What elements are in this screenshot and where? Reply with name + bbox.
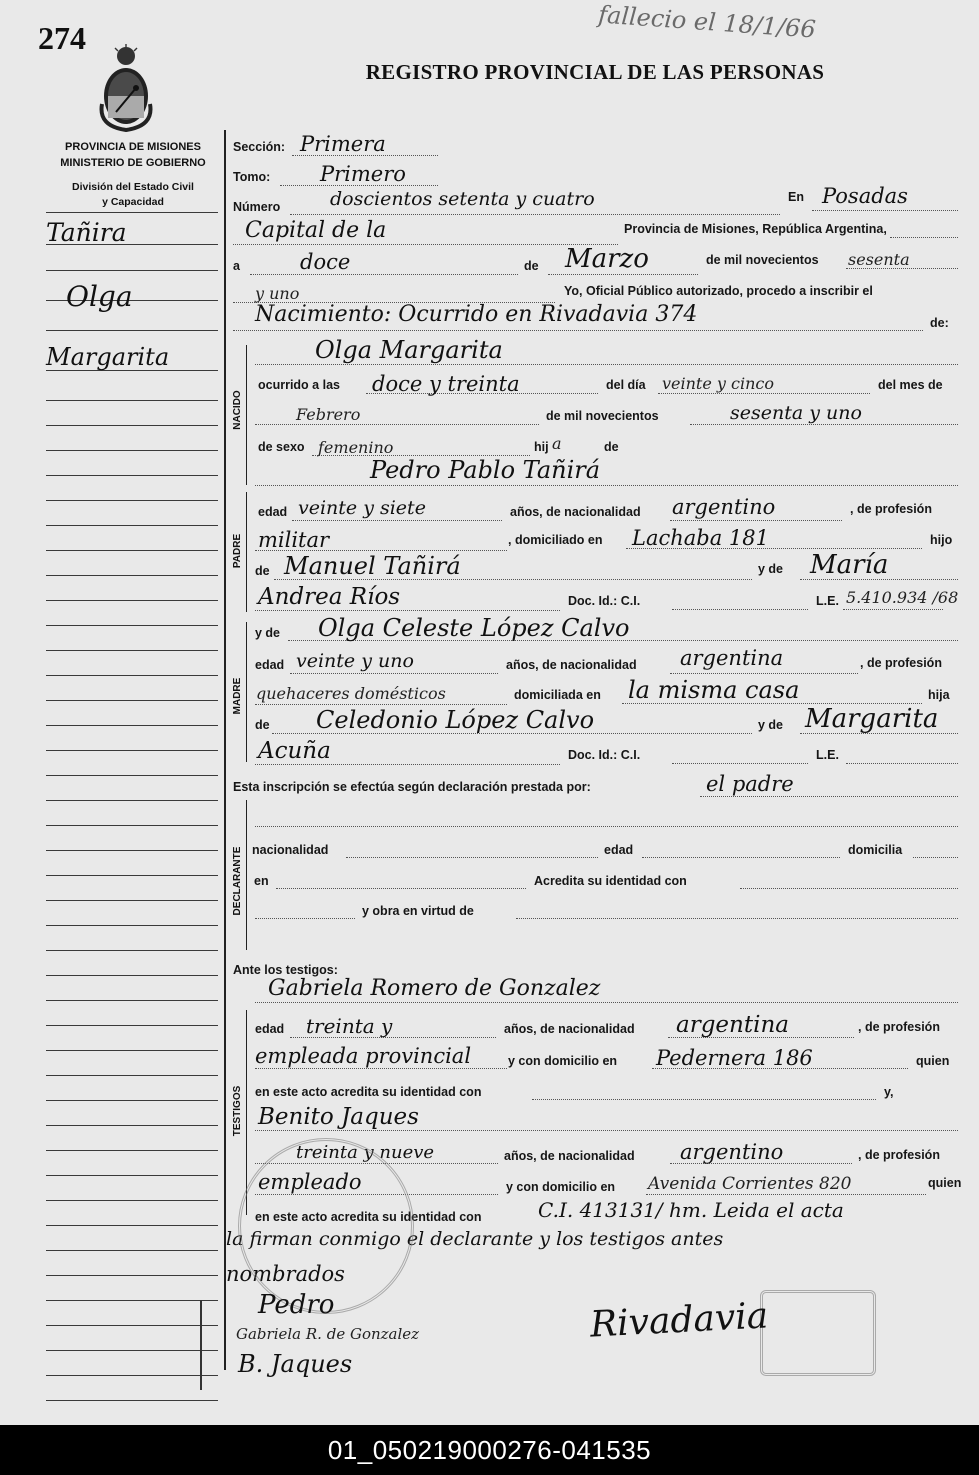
madre-yde-label: y de (255, 626, 281, 640)
testigo1-quien-label: quien (916, 1054, 950, 1068)
testigo1-edad-label: edad (255, 1022, 285, 1036)
sexo-value: femenino (318, 438, 394, 457)
nacido-nombre: Olga Margarita (315, 336, 503, 364)
madre-madre-apellido: Acuña (258, 738, 331, 764)
testigo2-nac-label: años, de nacionalidad (504, 1149, 635, 1163)
padre-yde-label: y de (758, 562, 784, 576)
nacido-dia-value: veinte y cinco (662, 374, 775, 393)
padre-doc-label: Doc. Id.: C.I. (568, 594, 641, 608)
padre-nac-value: argentino (672, 495, 776, 519)
madre-nac-value: argentina (680, 646, 784, 670)
provincia-text: Provincia de Misiones, República Argentina, (624, 222, 887, 236)
testigo1-nac: argentina (676, 1012, 789, 1038)
ministry-line: MINISTERIO DE GOBIERNO (60, 157, 206, 169)
testigo1-prof-label: , de profesión (858, 1020, 940, 1034)
firma-padre: Pedro (258, 1290, 335, 1320)
del-dia-label: del día (606, 378, 646, 392)
en-value: Posadas (822, 184, 908, 208)
numero-label: Número (233, 200, 281, 214)
declarante-edad-label: edad (604, 843, 634, 857)
testigo2-prof-label: , de profesión (858, 1148, 940, 1162)
nacido-mil-label: de mil novecientos (546, 409, 659, 423)
testigo2-nac: argentino (680, 1140, 784, 1164)
de-label: de (524, 259, 539, 273)
sidebar-first-name: Olga (66, 280, 133, 313)
dia-registro-value: doce (300, 250, 351, 274)
acto-value: Nacimiento: Ocurrido en Rivadavia 374 (255, 302, 698, 327)
padre-le-value: 5.410.934 /68 (846, 588, 959, 607)
testigo2-edad: treinta y nueve (296, 1142, 435, 1163)
testigos-ante-label: Ante los testigos: (233, 963, 338, 977)
cierre-linea-2: nombrados (226, 1262, 345, 1286)
hij-value: a (552, 434, 562, 453)
sexo-label: de sexo (258, 440, 305, 454)
tomo-label: Tomo: (233, 170, 271, 184)
testigo1-acredita-label: en este acto acredita su identidad con (255, 1085, 482, 1099)
document-title: REGISTRO PROVINCIAL DE LAS PERSONAS (365, 60, 825, 84)
seccion-label: Sección: (233, 140, 286, 154)
mil-label: de mil novecientos (706, 253, 819, 267)
numero-value: doscientos setenta y cuatro (330, 188, 595, 210)
declarante-en-label: en (254, 874, 269, 888)
declaracion-value: el padre (706, 772, 794, 796)
testigo1-edad: treinta y (306, 1014, 393, 1038)
nacido-de-label: de (604, 440, 619, 454)
division-line: División del Estado Civil (72, 181, 194, 193)
madre-nac-label: años, de nacionalidad (506, 658, 637, 672)
declarante-obra-label: y obra en virtud de (362, 904, 474, 918)
testigo2-acredita: C.I. 413131/ hm. Leida el acta (538, 1198, 844, 1222)
madre-yde-label-2: y de (758, 718, 784, 732)
padre-prof-label: , de profesión (850, 502, 932, 516)
official-seal-stamp (238, 1138, 414, 1314)
sidebar-surname: Tañira (46, 218, 127, 247)
padre-nac-label: años, de nacionalidad (510, 505, 641, 519)
ocurrido-label: ocurrido a las (258, 378, 340, 392)
capacity-line: y Capacidad (102, 196, 164, 208)
en-label: En (788, 190, 804, 204)
testigo2-dom: Avenida Corrientes 820 (648, 1174, 852, 1194)
testigo2-nombre: Benito Jaques (258, 1104, 419, 1130)
padre-edad-label: edad (258, 505, 288, 519)
padre-hijo-label: hijo (930, 533, 953, 547)
declarante-acredita-label: Acredita su identidad con (534, 874, 687, 888)
label-madre: MADRE (232, 677, 243, 715)
firma-oficial: Rivadavia (589, 1295, 770, 1346)
madre-dom-label: domiciliada en (514, 688, 601, 702)
padre-dom-value: Lachaba 181 (632, 526, 769, 550)
top-note: fallecio el 18/1/66 (597, 0, 817, 44)
testigo1-y-label: y, (884, 1085, 894, 1099)
madre-hija-label: hija (928, 688, 950, 702)
coat-of-arms-icon (96, 44, 156, 132)
a-label: a (233, 259, 240, 273)
testigo2-acredita-label: en este acto acredita su identidad con (255, 1210, 482, 1224)
testigo2-prof: empleado (258, 1170, 362, 1194)
cierre-linea-1: la firman conmigo el declarante y los testigos antes (226, 1228, 724, 1250)
declaracion-text: Esta inscripción se efectúa según declaración prestada por: (233, 780, 591, 794)
madre-prof-value: quehaceres domésticos (256, 684, 446, 703)
testigo1-nombre: Gabriela Romero de Gonzalez (268, 976, 601, 1001)
madre-edad-label: edad (255, 658, 285, 672)
office-stamp (760, 1290, 876, 1376)
declarante-nac-label: nacionalidad (252, 843, 329, 857)
nacido-mes-value: Febrero (296, 405, 361, 424)
province-line: PROVINCIA DE MISIONES (65, 141, 201, 153)
footer-code: 01_050219000276-041535 (0, 1425, 979, 1475)
oficial-text: Yo, Oficial Público autorizado, procedo a inscribir el (564, 284, 873, 298)
padre-prof-value: militar (258, 528, 330, 552)
mes-registro-value: Marzo (565, 244, 649, 274)
padre-edad-value: veinte y siete (298, 497, 426, 519)
madre-le-label: L.E. (816, 748, 839, 762)
madre-doc-label: Doc. Id.: C.I. (568, 748, 641, 762)
padre-dom-label: , domiciliado en (508, 533, 603, 547)
label-testigos: TESTIGOS (232, 1085, 243, 1137)
sidebar-middle-name: Margarita (46, 343, 170, 371)
firma-testigo-2: B. Jaques (238, 1350, 353, 1378)
label-padre: PADRE (232, 533, 243, 569)
anio-cont-value: y uno (255, 284, 300, 303)
hij-label: hij (534, 440, 549, 454)
label-nacido: NACIDO (232, 390, 243, 430)
madre-padre-nombre: Celedonio López Calvo (316, 706, 595, 734)
testigo1-dom: Pedernera 186 (656, 1046, 813, 1070)
madre-dom-value: la misma casa (628, 676, 800, 704)
page-number: 274 (38, 20, 86, 56)
capital-value: Capital de la (245, 218, 387, 243)
nacido-padre: Pedro Pablo Tañirá (370, 456, 601, 484)
testigo1-nac-label: años, de nacionalidad (504, 1022, 635, 1036)
testigo2-dom-label: y con domicilio en (506, 1180, 616, 1194)
madre-madre-nombre: Margarita (805, 704, 939, 734)
de-label-2: de: (930, 316, 949, 330)
madre-edad-value: veinte y uno (296, 650, 414, 672)
madre-nombre: Olga Celeste López Calvo (318, 614, 630, 642)
label-declarante: DECLARANTE (232, 846, 243, 916)
testigo2-quien-label: quien (928, 1176, 962, 1190)
nacido-anio-value: sesenta y uno (730, 402, 862, 424)
testigo1-prof: empleada provincial (255, 1044, 472, 1068)
padre-madre-apellido: Andrea Ríos (258, 584, 401, 610)
madre-prof-label: , de profesión (860, 656, 942, 670)
padre-padre-nombre: Manuel Tañirá (284, 552, 461, 580)
padre-le-label: L.E. (816, 594, 839, 608)
firma-testigo-1: Gabriela R. de Gonzalez (236, 1325, 420, 1343)
madre-de-label: de (255, 718, 270, 732)
testigo1-dom-label: y con domicilio en (508, 1054, 618, 1068)
tomo-value: Primero (320, 162, 406, 186)
del-mes-label: del mes de (878, 378, 943, 392)
padre-de-label: de (255, 564, 270, 578)
anio-registro-value: sesenta (848, 250, 910, 269)
padre-madre-nombre: María (810, 550, 889, 580)
hora-value: doce y treinta (372, 372, 520, 396)
seccion-value: Primera (300, 132, 386, 156)
declarante-dom-label: domicilia (848, 843, 903, 857)
